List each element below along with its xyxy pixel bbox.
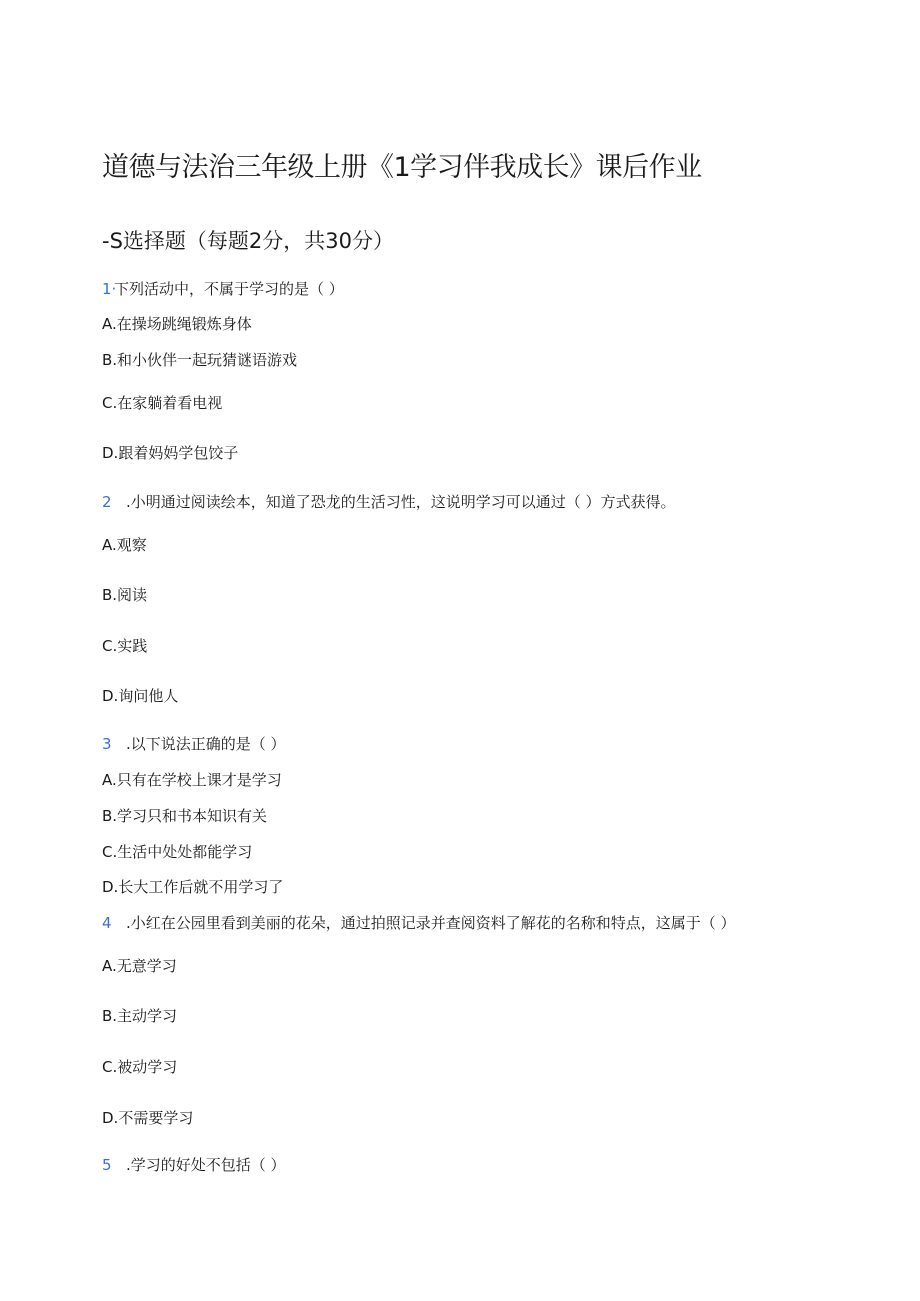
question-2-option-d: D.询问他人	[102, 687, 179, 705]
question-1-option-c: C.在家躺着看电视	[102, 394, 223, 412]
question-text: .以下说法正确的是（ ）	[126, 735, 286, 753]
question-number: 2	[102, 493, 112, 511]
question-1-option-d: D.跟着妈妈学包饺子	[102, 444, 239, 462]
question-3-option-a: A.只有在学校上课才是学习	[102, 771, 282, 789]
question-2	[102, 492, 676, 512]
question-2-option-b: B.阅读	[102, 586, 148, 604]
question-3-option-b: B.学习只和书本知识有关	[102, 807, 268, 825]
question-number: 4	[102, 914, 112, 932]
question-4-option-d: D.不需要学习	[102, 1109, 194, 1127]
question-number: 1·	[102, 280, 117, 298]
question-2-option-a: A.观察	[102, 536, 147, 554]
question-1-option-a: A.在操场跳绳锻炼身体	[102, 315, 252, 333]
question-1-option-b: B.和小伙伴一起玩猜谜语游戏	[102, 351, 298, 369]
page-title: 道德与法治三年级上册《1学习伴我成长》课后作业	[102, 152, 702, 183]
question-1	[102, 279, 344, 299]
question-4-option-b: B.主动学习	[102, 1007, 178, 1025]
question-3	[102, 734, 286, 754]
question-3-option-d: D.长大工作后就不用学习了	[102, 878, 284, 896]
question-2-option-c: C.实践	[102, 637, 148, 655]
question-number: 3	[102, 735, 112, 753]
section-heading: -S选择题（每题2分，共30分）	[102, 229, 394, 253]
question-text: .小红在公园里看到美丽的花朵，通过拍照记录并查阅资料了解花的名称和特点，这属于（ ）	[126, 914, 736, 932]
question-text: .学习的好处不包括（ ）	[126, 1156, 286, 1174]
question-4-option-c: C.被动学习	[102, 1058, 178, 1076]
question-3-option-c: C.生活中处处都能学习	[102, 843, 253, 861]
question-text: .小明通过阅读绘本，知道了恐龙的生活习性，这说明学习可以通过（ ）方式获得。	[126, 493, 676, 511]
question-text: 下列活动中，不属于学习的是（ ）	[114, 280, 344, 298]
question-4	[102, 913, 736, 933]
question-number: 5	[102, 1156, 112, 1174]
question-5	[102, 1155, 286, 1175]
question-4-option-a: A.无意学习	[102, 957, 177, 975]
